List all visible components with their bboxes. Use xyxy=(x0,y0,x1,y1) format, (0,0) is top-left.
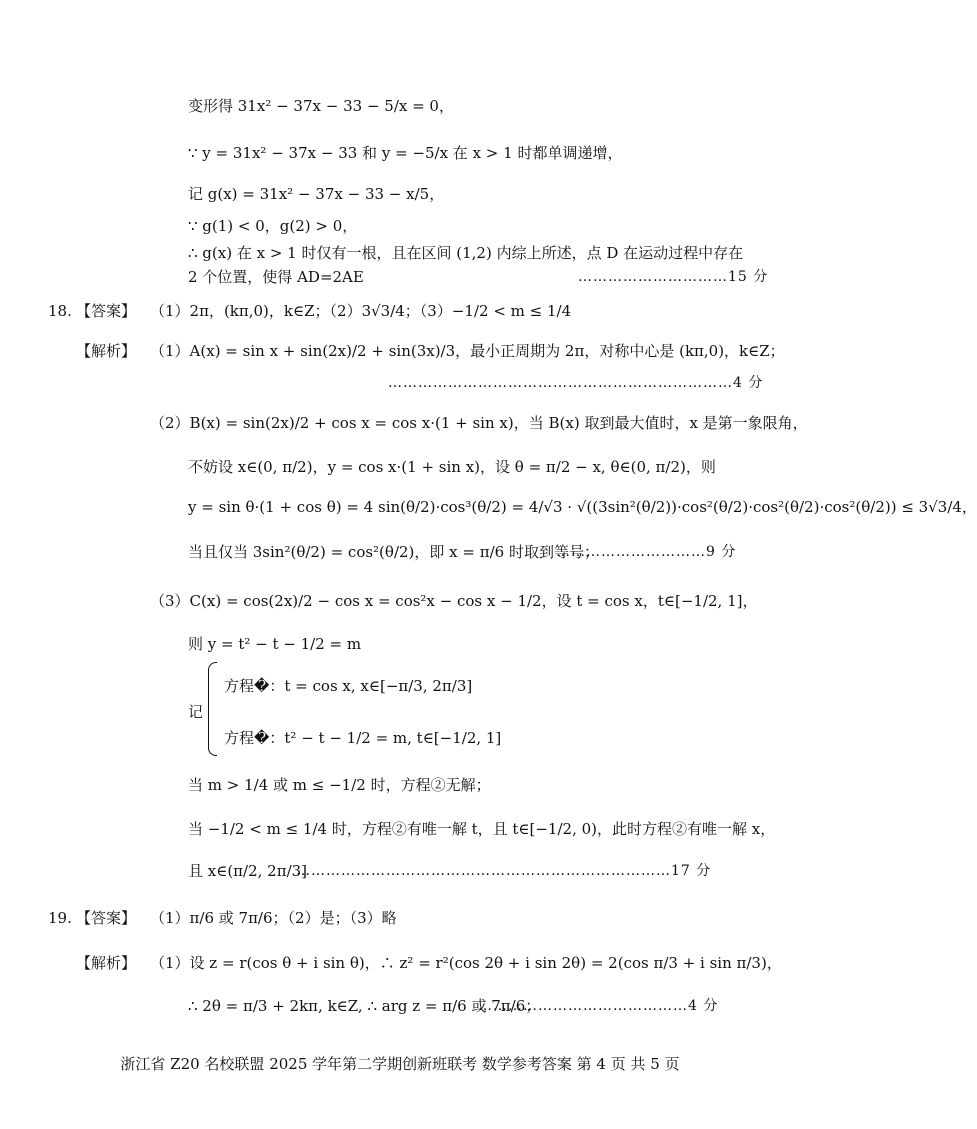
text-line: （1）A(x) = sin x + sin(2x)/2 + sin(3x)/3，最小正周期为 2π，对称中心是 (kπ,0)，k∈Z； xyxy=(150,342,785,360)
text-line: ∴ g(x) 在 x > 1 时仅有一根，且在区间 (1,2) 内综上所述，点 D 在运动过程中存在 xyxy=(188,244,744,262)
text-line: ∴ 2θ = π/3 + 2kπ, k∈Z, ∴ arg z = π/6 或 7π/6； xyxy=(188,997,541,1015)
answer-text: （1）π/6 或 7π/6；（2）是；（3）略 xyxy=(150,909,397,927)
text-line: 当 m > 1/4 或 m ≤ −1/2 时，方程②无解； xyxy=(188,776,491,794)
text-line: 方程�：t² − t − 1/2 = m, t∈[−1/2, 1] xyxy=(224,729,502,747)
text-line: ∵ g(1) < 0，g(2) > 0， xyxy=(188,217,358,235)
text-line: 方程�：t = cos x, x∈[−π/3, 2π/3] xyxy=(224,677,473,695)
answer-text: （1）2π，(kπ,0)，k∈Z；（2）3√3/4；（3）−1/2 < m ≤ 1/4 xyxy=(150,302,572,320)
text-line: （1）设 z = r(cos θ + i sin θ)，∴ z² = r²(cos 2θ + i sin 2θ) = 2(cos π/3 + i sin π/3)， xyxy=(150,954,782,972)
score-marker: ……………………………………4 分 xyxy=(478,998,719,1014)
system-brace xyxy=(208,662,217,756)
text-line: （2）B(x) = sin(2x)/2 + cos x = cos x·(1 + sin x)，当 B(x) 取到最大值时，x 是第一象限角， xyxy=(150,414,808,432)
answer-label: 【答案】 xyxy=(76,302,137,320)
text-line: ∵ y = 31x² − 37x − 33 和 y = −5/x 在 x > 1 时都单调递增， xyxy=(188,144,623,162)
text-line: 变形得 31x² − 37x − 33 − 5/x = 0， xyxy=(188,97,454,115)
text-line: （3）C(x) = cos(2x)/2 − cos x = cos²x − cos x − 1/2，设 t = cos x，t∈[−1/2, 1]， xyxy=(150,592,758,610)
score-marker: …………………………9 分 xyxy=(556,544,737,560)
score-marker: ……………………………………………………………4 分 xyxy=(388,375,764,391)
text-line: 2 个位置，使得 AD=2AE xyxy=(188,268,364,286)
text-line: 当且仅当 3sin²(θ/2) = cos²(θ/2)，即 x = π/6 时取到等号； xyxy=(188,543,599,561)
text-line: 记 g(x) = 31x² − 37x − 33 − x/5， xyxy=(188,185,445,203)
text-line: 不妨设 x∈(0, π/2)，y = cos x·(1 + sin x)，设 θ = π/2 − x, θ∈(0, π/2)，则 xyxy=(188,458,716,476)
question-number: 19. xyxy=(48,909,72,927)
answer-label: 【答案】 xyxy=(76,909,137,927)
page-footer: 浙江省 Z20 名校联盟 2025 学年第二学期创新班联考 数学参考答案 第 4 页 共 5 页 xyxy=(120,1055,680,1073)
text-line: 且 x∈(π/2, 2π/3] xyxy=(188,862,308,880)
text-line: y = sin θ·(1 + cos θ) = 4 sin(θ/2)·cos³(θ/2) = 4/√3 · √((3sin²(θ/2))·cos²(θ/2)·cos²(θ/2)·cos²(θ/2)) ≤ 3√3/4， xyxy=(188,498,977,516)
text-line: 当 −1/2 < m ≤ 1/4 时，方程②有唯一解 t，且 t∈[−1/2, 0)，此时方程②有唯一解 x， xyxy=(188,820,776,838)
analysis-label: 【解析】 xyxy=(76,954,137,972)
question-number: 18. xyxy=(48,302,72,320)
score-marker: …………………………15 分 xyxy=(578,269,769,285)
text-line: 记 xyxy=(188,703,204,721)
score-marker: …………………………………………………………………17 分 xyxy=(296,863,712,879)
text-line: 则 y = t² − t − 1/2 = m xyxy=(188,635,362,653)
analysis-label: 【解析】 xyxy=(76,342,137,360)
